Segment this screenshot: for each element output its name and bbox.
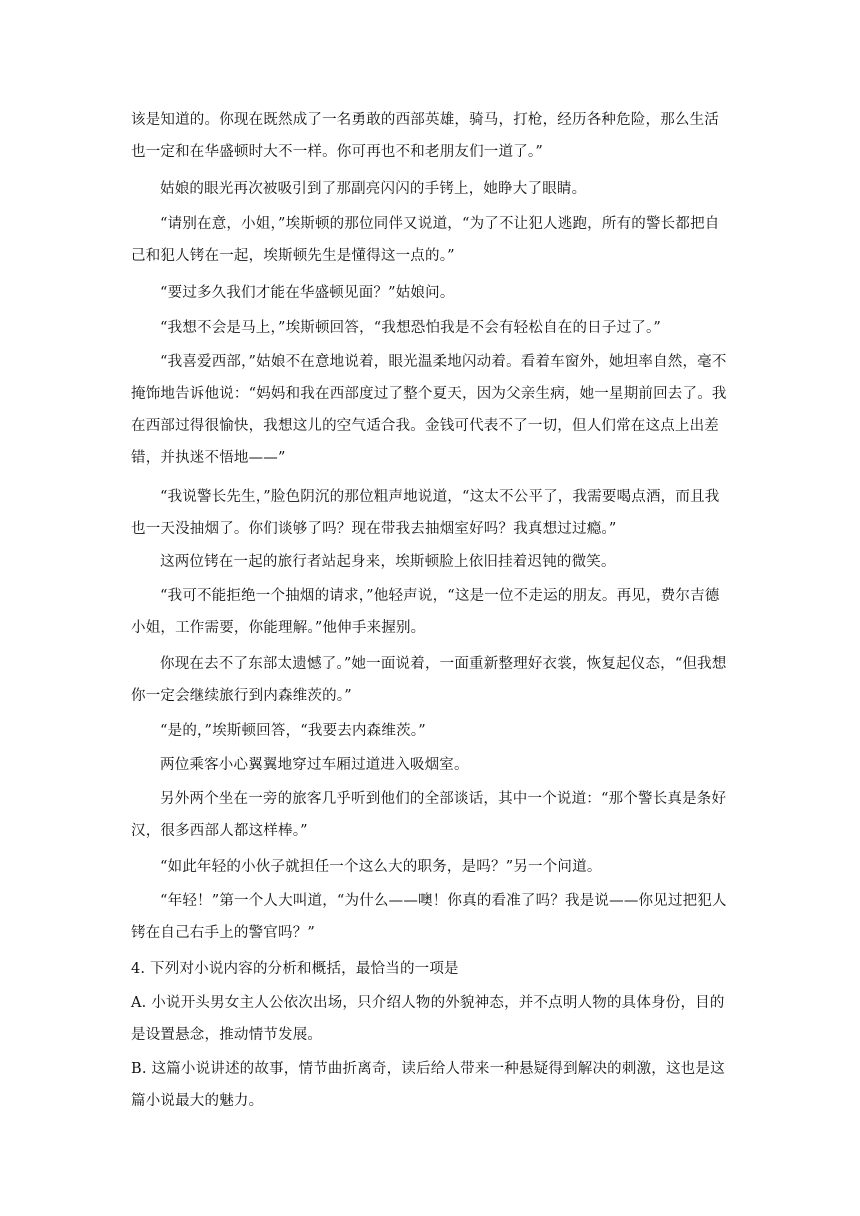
paragraph-14: “如此年轻的小伙子就担任一个这么大的职务，是吗？”另一个问道。 — [160, 859, 602, 875]
paragraph-3: “请别在意，小姐，”埃斯顿的那位同伴又说道，“为了不让犯人逃跑，所有的警长都把自己和犯人铐在一起，埃斯顿先生是懂得这一点的。” — [131, 216, 720, 264]
option-b: B. 这篇小说讲述的故事，情节曲折离奇，读后给人带来一种悬疑得到解决的刺激，这也是这篇小说最大的魅力。 — [131, 1061, 725, 1109]
paragraph-15: “年轻！”第一个人大叫道，“为什么——噢！你真的看准了吗？我是说——你见过把犯人铐在自己右手上的警官吗？” — [131, 893, 727, 941]
paragraph-13: 另外两个坐在一旁的旅客几乎听到他们的全部谈话，其中一个说道：“那个警长真是条好汉，很多西部人都这样棒。” — [131, 791, 727, 839]
paragraph-5: “我想不会是马上，”埃斯顿回答，“我想恐怕我是不会有轻松自在的日子过了。” — [160, 320, 662, 336]
paragraph-8: 这两位铐在一起的旅行者站起身来，埃斯顿脸上依旧挂着迟钝的微笑。 — [160, 554, 616, 570]
paragraph-7: “我说警长先生，”脸色阴沉的那位粗声地说道，“这太不公平了，我需要喝点酒，而且我也一天没抽烟了。你们谈够了吗？现在带我去抽烟室好吗？我真想过过瘾。” — [131, 489, 720, 537]
paragraph-9: “我可不能拒绝一个抽烟的请求，”他轻声说，“这是一位不走运的朋友。再见，费尔吉德小姐，工作需要，你能理解。”他伸手来握别。 — [131, 588, 720, 636]
paragraph-2: 姑娘的眼光再次被吸引到了那副亮闪闪的手铐上，她睁大了眼睛。 — [160, 181, 587, 197]
paragraph-6: “我喜爱西部，”姑娘不在意地说着，眼光温柔地闪动着。看着车窗外，她坦率自然，毫不掩饰地告诉他说：“妈妈和我在西部度过了整个夏天，因为父亲生病，她一星期前回去了。我在西部过得很愉快，我想这儿的空气适合我。金钱可代表不了一切，但人们常在这点上出差错，并执迷不悟地——” — [131, 354, 727, 466]
paragraph-10: 你现在去不了东部太遗憾了。”她一面说着，一面重新整理好衣裳，恢复起仪态，“但我想你一定会继续旅行到内森维茨的。” — [131, 656, 727, 704]
paragraph-11: “是的，”埃斯顿回答，“我要去内森维茨。” — [160, 723, 426, 739]
paragraph-4: “要过多久我们才能在华盛顿见面？”姑娘问。 — [160, 285, 455, 301]
paragraph-12: 两位乘客小心翼翼地穿过车厢过道进入吸烟室。 — [160, 757, 469, 773]
question-4-stem: 4. 下列对小说内容的分析和概括，最恰当的一项是 — [131, 961, 459, 977]
paragraph-1: 该是知道的。你现在既然成了一名勇敢的西部英雄，骑马，打枪，经历各种危险，那么生活也一定和在华盛顿时大不一样。你可再也不和老朋友们一道了。” — [131, 112, 719, 160]
option-a: A. 小说开头男女主人公依次出场，只介绍人物的外貌神态，并不点明人物的具体身份，目的是设置悬念，推动情节发展。 — [131, 995, 725, 1043]
